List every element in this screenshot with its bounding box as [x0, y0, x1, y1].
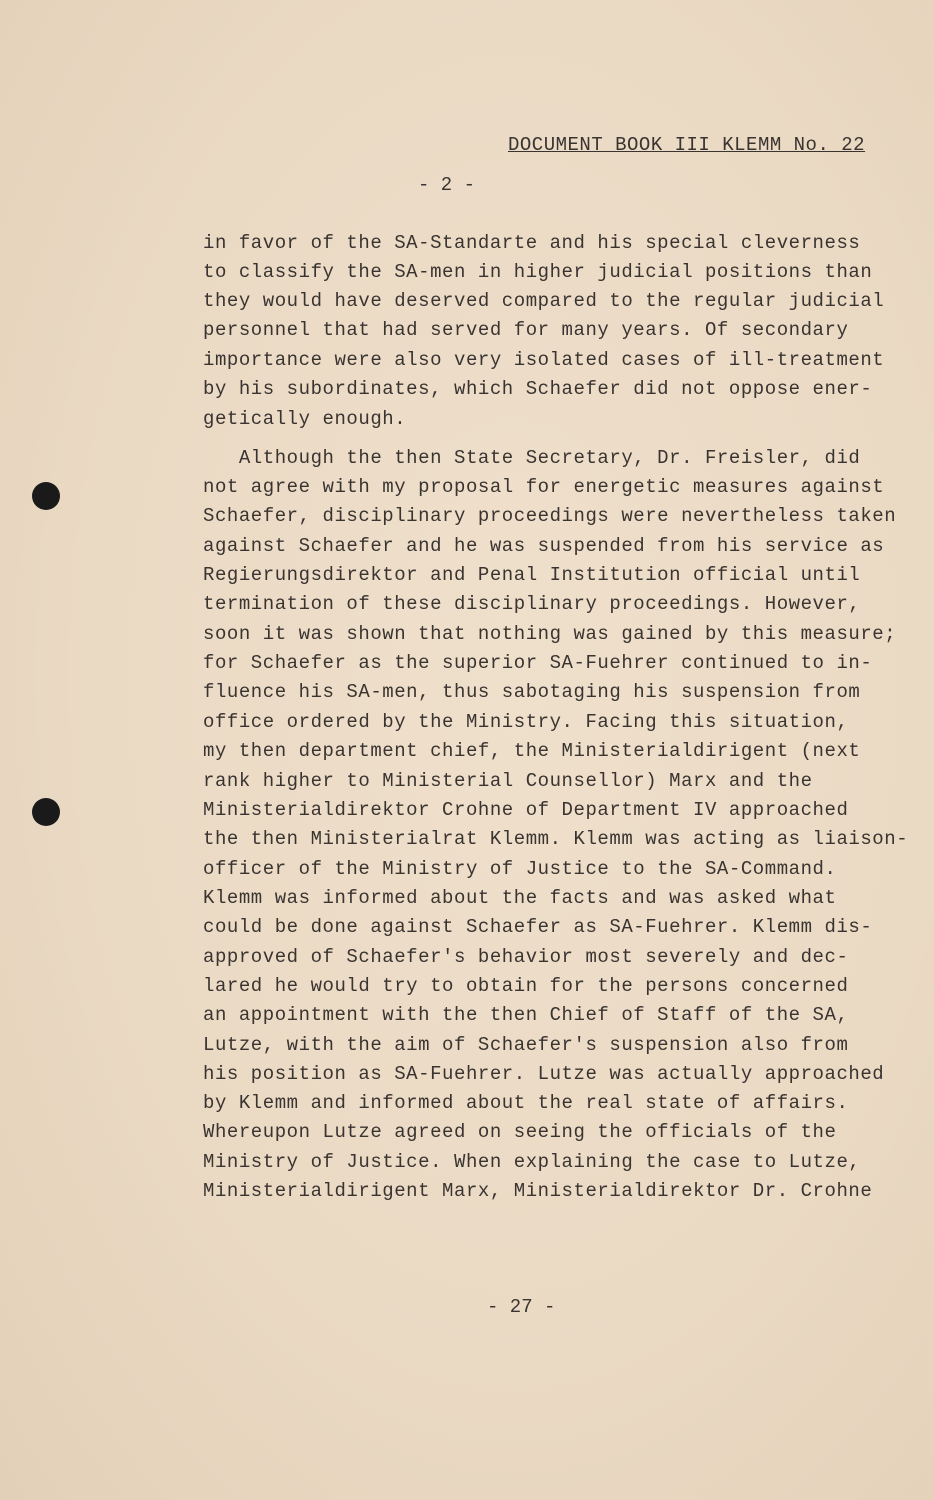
text-line: Although the then State Secretary, Dr. Freisler, did	[203, 447, 861, 469]
text-line: Klemm was informed about the facts and was asked what	[203, 887, 837, 909]
footer-page-number: - 27 -	[487, 1296, 556, 1318]
page-marker: - 2 -	[418, 174, 476, 196]
document-book-header: DOCUMENT BOOK III KLEMM No. 22	[508, 134, 866, 156]
text-line: Ministerialdirigent Marx, Ministerialdirektor Dr. Crohne	[203, 1180, 873, 1202]
text-line: lared he would try to obtain for the persons concerned	[203, 975, 849, 997]
text-line: they would have deserved compared to the regular judicial	[203, 290, 885, 312]
text-line: termination of these disciplinary proceedings. However,	[203, 593, 861, 615]
text-line: the then Ministerialrat Klemm. Klemm was acting as liaison-	[203, 828, 909, 850]
text-line: an appointment with the then Chief of Staff of the SA,	[203, 1004, 849, 1026]
text-line: against Schaefer and he was suspended from his service as	[203, 535, 885, 557]
text-line: for Schaefer as the superior SA-Fuehrer continued to in-	[203, 652, 873, 674]
text-line: in favor of the SA-Standarte and his special cleverness	[203, 232, 861, 254]
text-line: my then department chief, the Ministerialdirigent (next	[203, 740, 861, 762]
text-line: rank higher to Ministerial Counsellor) Marx and the	[203, 770, 813, 792]
text-line: could be done against Schaefer as SA-Fuehrer. Klemm dis-	[203, 916, 873, 938]
text-line: not agree with my proposal for energetic measures against	[203, 476, 885, 498]
text-line: Lutze, with the aim of Schaefer's suspension also from	[203, 1034, 849, 1056]
text-line: importance were also very isolated cases of ill-treatment	[203, 349, 885, 371]
text-line: office ordered by the Ministry. Facing this situation,	[203, 711, 849, 733]
text-line: officer of the Ministry of Justice to the SA-Command.	[203, 858, 837, 880]
text-line: to classify the SA-men in higher judicial positions than	[203, 261, 873, 283]
text-line: by Klemm and informed about the real state of affairs.	[203, 1092, 849, 1114]
text-line: Ministerialdirektor Crohne of Department IV approached	[203, 799, 849, 821]
text-line: getically enough.	[203, 408, 407, 430]
punch-hole-lower	[32, 798, 60, 826]
punch-hole-upper	[32, 482, 60, 510]
text-line: approved of Schaefer's behavior most severely and dec-	[203, 946, 849, 968]
text-line: personnel that had served for many years. Of secondary	[203, 319, 849, 341]
text-line: soon it was shown that nothing was gained by this measure;	[203, 623, 897, 645]
text-line: his position as SA-Fuehrer. Lutze was actually approached	[203, 1063, 885, 1085]
text-line: Whereupon Lutze agreed on seeing the officials of the	[203, 1121, 837, 1143]
text-line: fluence his SA-men, thus sabotaging his suspension from	[203, 681, 861, 703]
text-line: by his subordinates, which Schaefer did not oppose ener-	[203, 378, 873, 400]
text-line: Ministry of Justice. When explaining the case to Lutze,	[203, 1151, 861, 1173]
text-line: Regierungsdirektor and Penal Institution official until	[203, 564, 861, 586]
text-line: Schaefer, disciplinary proceedings were nevertheless taken	[203, 505, 897, 527]
